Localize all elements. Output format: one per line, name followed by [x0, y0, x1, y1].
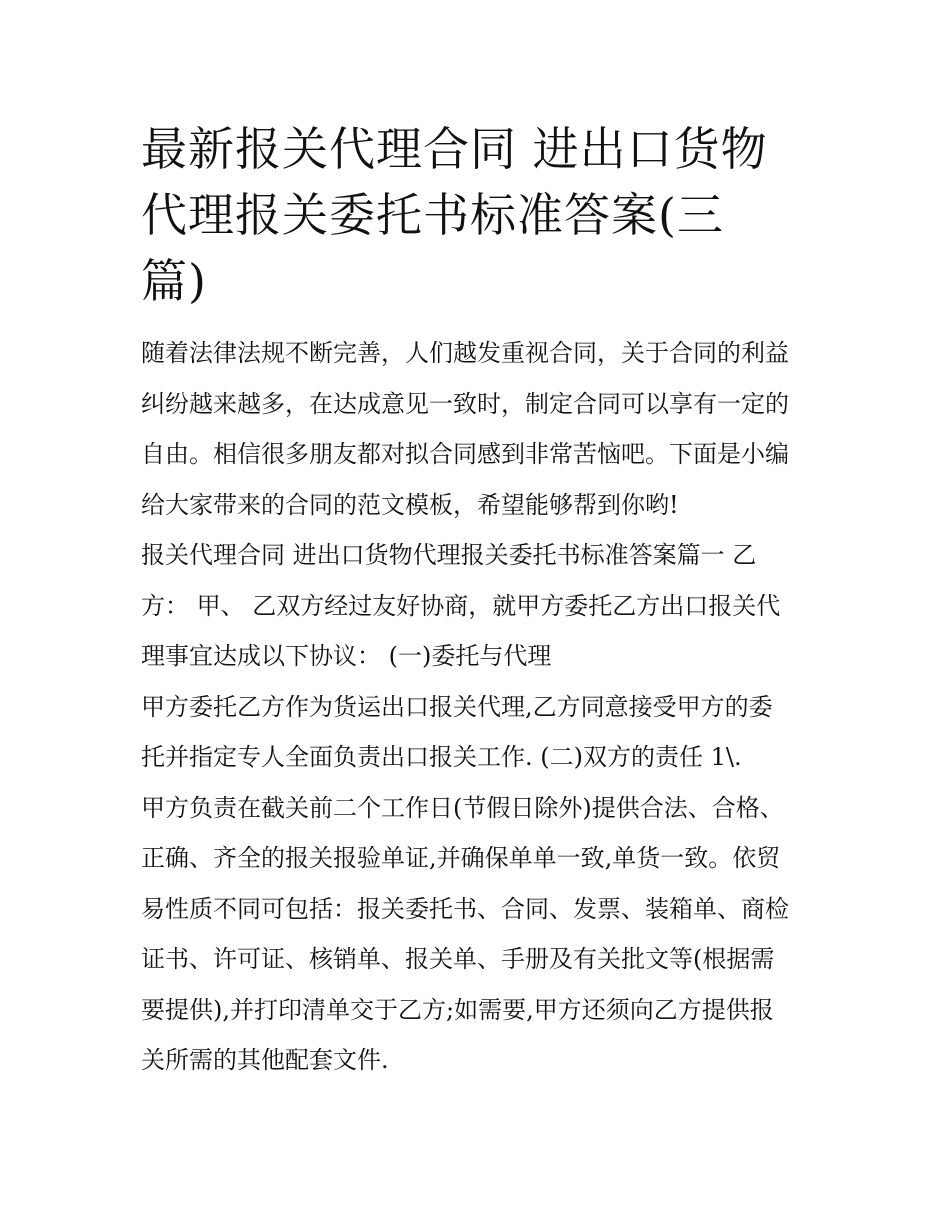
text-line: 甲方委托乙方作为货运出口报关代理,乙方同意接受甲方的委 [141, 692, 773, 721]
title-line: 最新报关代理合同 进出口货物 [141, 122, 768, 176]
title-line: 代理报关委托书标准答案(三 [141, 188, 724, 242]
document-title [141, 116, 813, 314]
text-line: 报关代理合同 进出口货物代理报关委托书标准答案篇一 乙 [141, 541, 757, 569]
text-line: 证书、许可证、核销单、报关单、手册及有关批文等(根据需 [141, 945, 775, 973]
text-line: 要提供),并打印清单交于乙方;如需要,甲方还须向乙方提供报 [141, 995, 774, 1024]
responsibility-paragraph [141, 783, 813, 1086]
text-line: 甲方负责在截关前二个工作日(节假日除外)提供合法、合格、 [141, 793, 784, 822]
text-line: 自由。相信很多朋友都对拟合同感到非常苦恼吧。下面是小编 [141, 440, 789, 468]
intro-paragraph [141, 328, 813, 530]
title-line: 篇) [141, 254, 207, 308]
text-line: 正确、齐全的报关报验单证,并确保单单一致,单货一致。依贸 [141, 844, 781, 872]
text-line: 纠纷越来越多，在达成意见一致时，制定合同可以享有一定的 [141, 389, 789, 418]
text-line: 关所需的其他配套文件. [141, 1046, 389, 1074]
text-line: 方： 甲、 乙双方经过友好协商，就甲方委托乙方出口报关代 [141, 591, 781, 620]
text-line: 易性质不同可包括：报关委托书、合同、发票、装箱单、商检 [141, 894, 789, 923]
text-line: 理事宜达成以下协议： (一)委托与代理 [141, 642, 552, 670]
text-line: 托并指定专人全面负责出口报关工作. (二)双方的责任 1\. [141, 743, 742, 771]
text-line: 随着法律法规不断完善，人们越发重视合同，关于合同的利益 [141, 339, 789, 367]
text-line: 给大家带来的合同的范文模板，希望能够帮到你哟! [141, 490, 679, 519]
section-heading-paragraph [141, 530, 813, 682]
delegation-paragraph [141, 682, 813, 783]
document-body [141, 116, 813, 1086]
